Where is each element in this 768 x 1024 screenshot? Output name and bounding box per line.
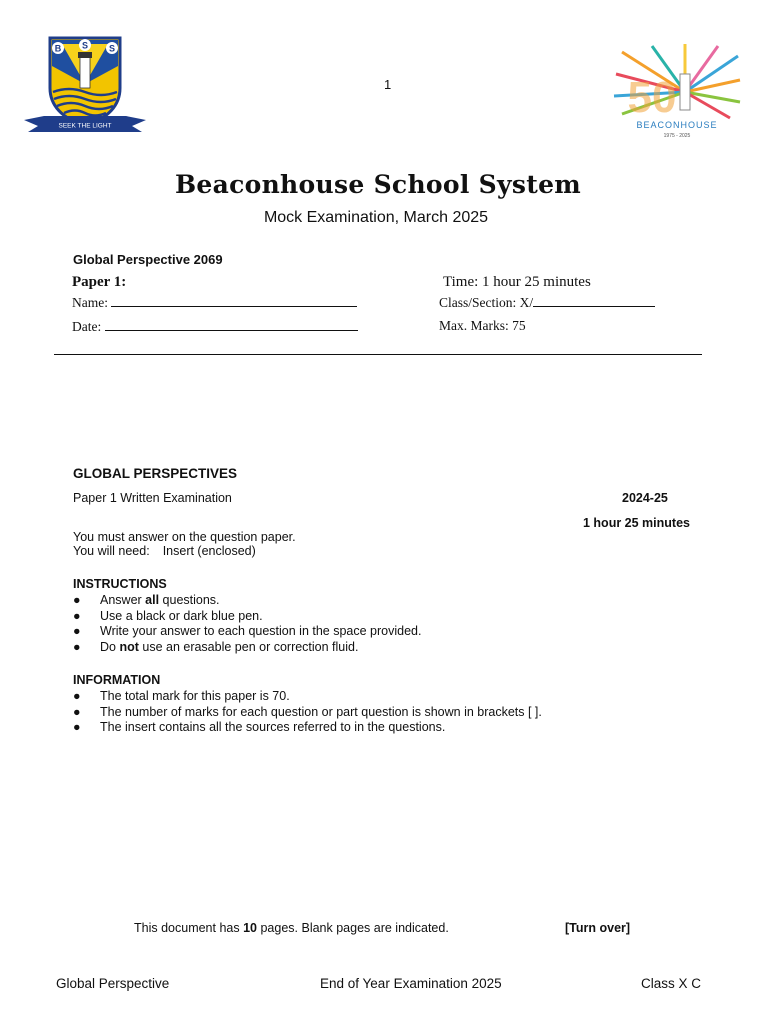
- date-field[interactable]: [72, 318, 358, 335]
- footer-class: Class X C: [641, 976, 702, 991]
- class-section-label: Class/Section: X/: [439, 295, 534, 310]
- crest-letter-b: B: [54, 43, 62, 54]
- exam-duration: 1 hour 25 minutes: [583, 516, 690, 530]
- school-crest-logo: [22, 36, 148, 136]
- materials-label: You will need:: [73, 544, 150, 558]
- footer-exam: End of Year Examination 2025: [320, 976, 502, 991]
- cover-heading: GLOBAL PERSPECTIVES: [73, 466, 238, 481]
- footer-subject: Global Perspective: [56, 976, 170, 991]
- academic-year: 2024-25: [622, 491, 668, 505]
- materials-needed: [73, 544, 256, 558]
- subject-title: Global Perspective 2069: [73, 252, 223, 267]
- materials-item: Insert (enclosed): [162, 544, 256, 558]
- class-section-line[interactable]: [533, 294, 655, 307]
- anniversary-50-logo: [612, 44, 742, 140]
- max-marks: Max. Marks: 75: [439, 318, 526, 333]
- logo-50-number: 50: [627, 73, 677, 122]
- logo-years-text: 1975 - 2025: [663, 133, 691, 139]
- class-section-field[interactable]: [439, 294, 655, 311]
- header-divider: [54, 354, 702, 355]
- exam-title: Mock Examination, March 2025: [263, 209, 489, 226]
- logo-brand-text: BEACONHOUSE: [636, 120, 718, 130]
- name-field[interactable]: [72, 294, 357, 311]
- page-count-note: This document has 10 pages. Blank pages are indicated.: [134, 921, 449, 935]
- date-label: Date:: [72, 319, 102, 334]
- paper-label: Paper 1:: [72, 274, 127, 290]
- turn-over-note: [Turn over]: [565, 921, 631, 935]
- crest-motto: SEEK THE LIGHT: [58, 122, 112, 130]
- instructions-heading: INSTRUCTIONS: [73, 577, 167, 591]
- time-allowed: Time: 1 hour 25 minutes: [443, 274, 591, 290]
- name-line[interactable]: [111, 294, 357, 307]
- information-heading: INFORMATION: [73, 673, 161, 687]
- crest-letter-s1: S: [81, 40, 89, 51]
- date-line[interactable]: [105, 318, 358, 331]
- paper-description: Paper 1 Written Examination: [73, 491, 232, 505]
- name-label: Name:: [72, 295, 108, 310]
- answer-instruction: You must answer on the question paper.: [73, 530, 296, 544]
- page-number: 1: [384, 77, 392, 92]
- school-name: Beaconhouse School System: [174, 170, 582, 199]
- crest-letter-s2: S: [108, 43, 116, 54]
